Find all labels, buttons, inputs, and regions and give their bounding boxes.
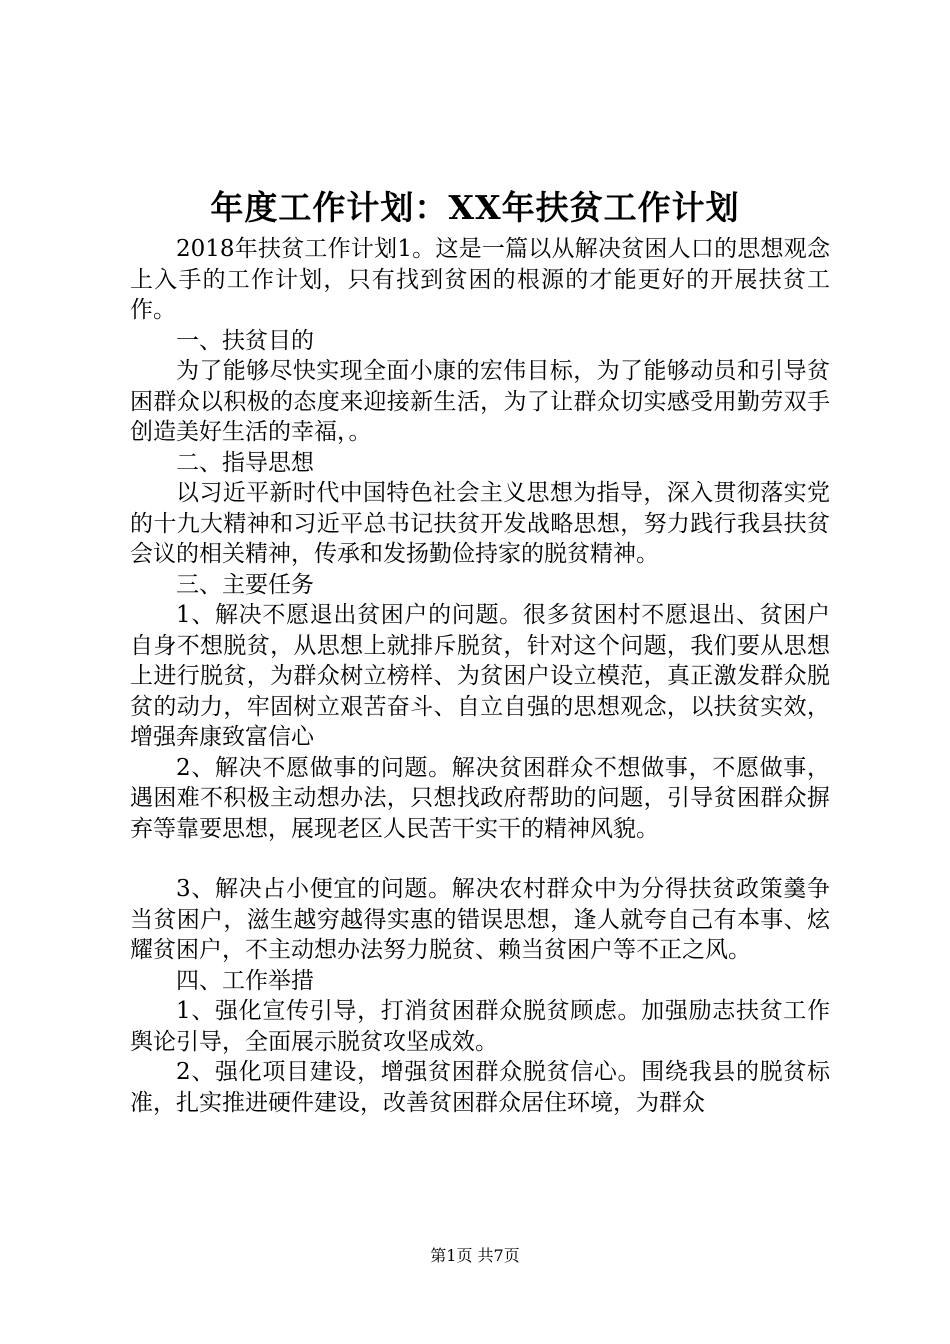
- measure-paragraph-1: 1、强化宣传引导，打消贫困群众脱贫顾虑。加强励志扶贫工作舆论引导，全面展示脱贫攻坚成效。: [130, 998, 830, 1055]
- section-heading-guiding-thought: 二、指导思想: [176, 449, 314, 476]
- section-heading-measures: 四、工作举措: [176, 967, 314, 994]
- task-paragraph-2: 2、解决不愿做事的问题。解决贫困群众不想做事，不愿做事，遇困难不积极主动想办法，只想找政府帮助的问题，引导贫困群众摒弃等靠要思想，展现老区人民苦干实干的精神风貌。: [130, 754, 830, 842]
- section-heading-main-tasks: 三、主要任务: [176, 571, 314, 598]
- intro-paragraph: 2018年扶贫工作计划1。这是一篇以从解决贫困人口的思想观念上入手的工作计划，只有找到贫困的根源的才能更好的开展扶贫工作。: [130, 236, 830, 323]
- document-title: 年度工作计划：XX年扶贫工作计划: [210, 188, 740, 227]
- section-heading-purpose: 一、扶贫目的: [176, 327, 314, 354]
- measure-paragraph-2: 2、强化项目建设，增强贫困群众脱贫信心。围绕我县的脱贫标准，扎实推进硬件建设，改善贫困群众居住环境，为群众: [130, 1059, 830, 1116]
- purpose-paragraph: 为了能够尽快实现全面小康的宏伟目标，为了能够动员和引导贫困群众以积极的态度来迎接新生活，为了让群众切实感受用勤劳双手创造美好生活的幸福，。: [130, 358, 830, 445]
- task-paragraph-1: 1、解决不愿退出贫困户的问题。很多贫困村不愿退出、贫困户自身不想脱贫，从思想上就排斥脱贫，针对这个问题，我们要从思想上进行脱贫，为群众树立榜样、为贫困户设立模范，真正激发群众脱贫的动力，牢固树立艰苦奋斗、自立自强的思想观念，以扶贫实效，增强奔康致富信心: [130, 602, 830, 750]
- page-number-footer: 第1页 共7页: [430, 1246, 520, 1265]
- document-body: [130, 234, 830, 1118]
- guiding-thought-paragraph: 以习近平新时代中国特色社会主义思想为指导，深入贯彻落实党的十九大精神和习近平总书记扶贫开发战略思想，努力践行我县扶贫会议的相关精神，传承和发扬勤俭持家的脱贫精神。: [130, 480, 830, 567]
- task-paragraph-3: 3、解决占小便宜的问题。解决农村群众中为分得扶贫政策羹争当贫困户，滋生越穷越得实惠的错误思想，逢人就夸自己有本事、炫耀贫困户，不主动想办法努力脱贫、赖当贫困户等不正之风。: [130, 876, 830, 963]
